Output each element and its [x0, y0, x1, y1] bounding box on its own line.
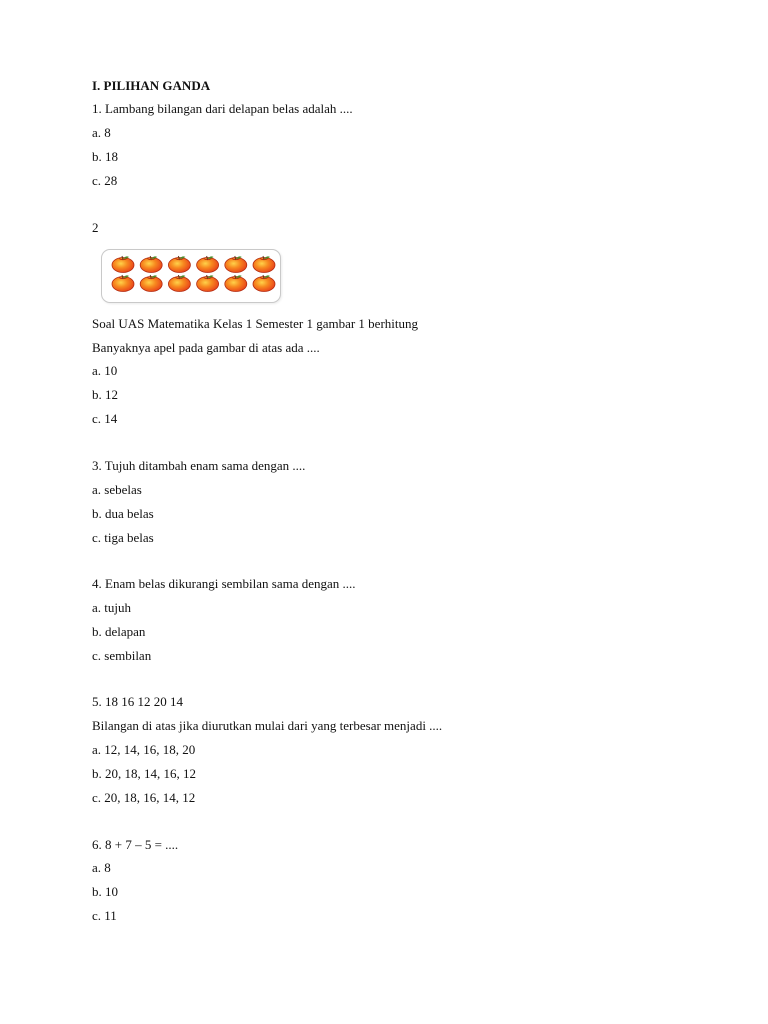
- question-6-option-b: b. 10: [92, 884, 118, 899]
- apple-icon: [225, 275, 247, 292]
- question-1-option-c: c. 28: [92, 173, 118, 188]
- question-1-prompt: 1. Lambang bilangan dari delapan belas adalah ....: [92, 101, 353, 116]
- apples-picture: [101, 249, 281, 303]
- question-5-prompt: Bilangan di atas jika diurutkan mulai dari yang terbesar menjadi ....: [92, 718, 443, 733]
- question-2-option-a: a. 10: [92, 363, 118, 378]
- question-4-prompt: 4. Enam belas dikurangi sembilan sama dengan ....: [92, 576, 356, 591]
- question-4-option-c: c. sembilan: [92, 648, 152, 663]
- question-2-number: 2: [92, 220, 99, 235]
- question-1-option-b: b. 18: [92, 149, 118, 164]
- section-heading: I. PILIHAN GANDA: [92, 78, 211, 93]
- apple-icon: [140, 275, 162, 292]
- apple-icon: [253, 256, 275, 273]
- question-1-option-a: a. 8: [92, 125, 111, 140]
- question-3-option-b: b. dua belas: [92, 506, 154, 521]
- apple-icon: [140, 256, 162, 273]
- apple-icon: [168, 275, 190, 292]
- question-3-prompt: 3. Tujuh ditambah enam sama dengan ....: [92, 458, 306, 473]
- question-5-numbers: 5. 18 16 12 20 14: [92, 694, 183, 709]
- apple-icon: [225, 256, 247, 273]
- question-2-option-b: b. 12: [92, 387, 118, 402]
- question-5-option-b: b. 20, 18, 14, 16, 12: [92, 766, 196, 781]
- apple-icon: [168, 256, 190, 273]
- question-5-option-a: a. 12, 14, 16, 18, 20: [92, 742, 196, 757]
- apple-icon: [253, 275, 275, 292]
- question-6-prompt: 6. 8 + 7 – 5 = ....: [92, 837, 179, 852]
- question-2-prompt: Banyaknya apel pada gambar di atas ada ....: [92, 340, 320, 355]
- apple-icon: [197, 275, 219, 292]
- question-5-option-c: c. 20, 18, 16, 14, 12: [92, 790, 196, 805]
- question-3-option-a: a. sebelas: [92, 482, 142, 497]
- question-4-option-b: b. delapan: [92, 624, 146, 639]
- apple-icon: [112, 256, 134, 273]
- apple-icon: [112, 275, 134, 292]
- question-6-option-c: c. 11: [92, 908, 117, 923]
- question-2-figure-caption: Soal UAS Matematika Kelas 1 Semester 1 gambar 1 berhitung: [92, 316, 419, 331]
- question-6-option-a: a. 8: [92, 860, 111, 875]
- question-2-option-c: c. 14: [92, 411, 118, 426]
- apples-illustration: [102, 250, 280, 302]
- question-4-option-a: a. tujuh: [92, 600, 131, 615]
- apple-icon: [197, 256, 219, 273]
- question-3-option-c: c. tiga belas: [92, 530, 154, 545]
